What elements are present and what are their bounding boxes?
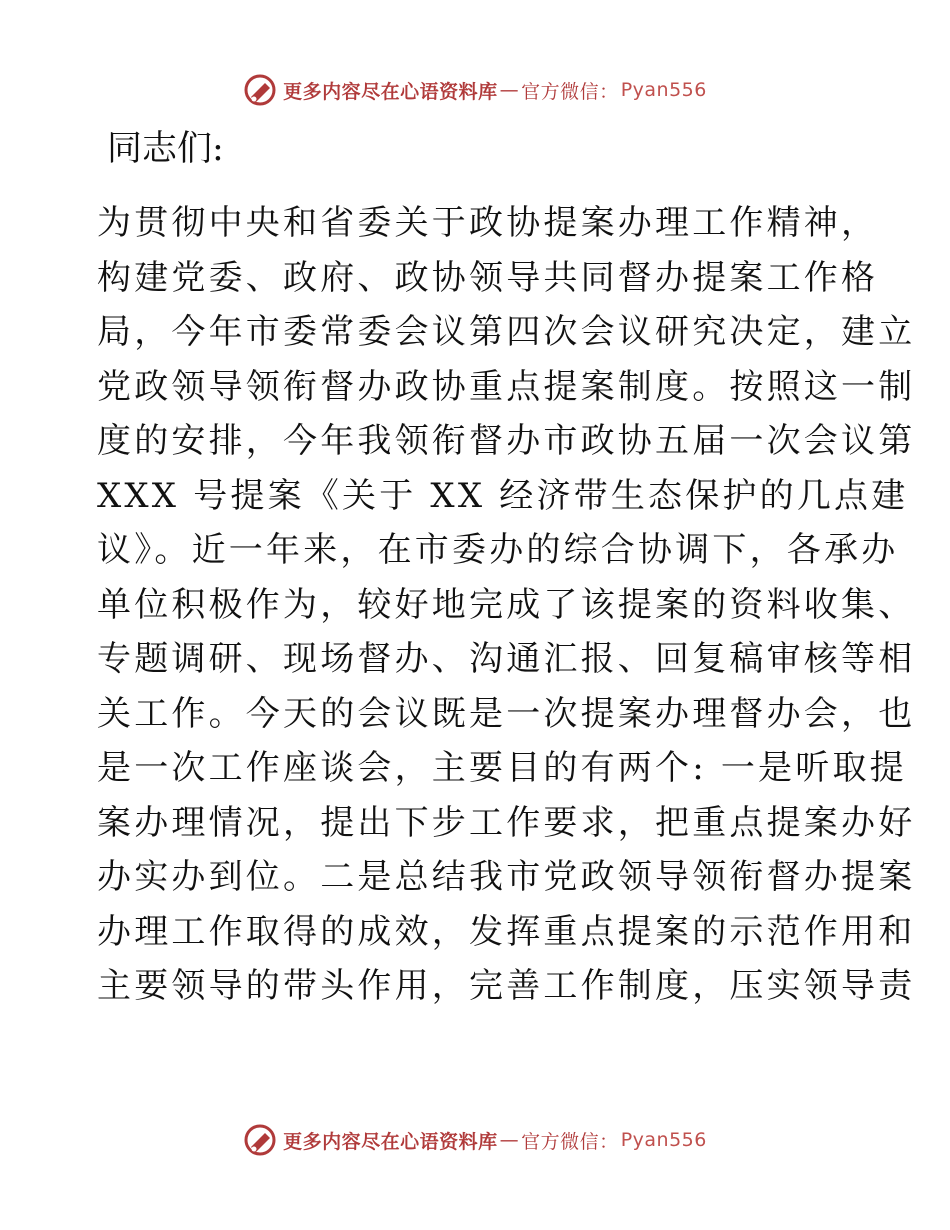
body-line: XXX 号提案《关于 XX 经济带生态保护的几点建 [97,475,909,516]
banner-wechat-id: Pyan556 [620,1129,707,1151]
speech-body [97,196,916,1014]
body-line: 办理工作取得的成效，发挥重点提案的示范作用和 [97,911,916,952]
banner-wechat-id: Pyan556 [620,79,707,101]
body-line: 是一次工作座谈会，主要目的有两个: 一是听取提 [97,748,907,788]
body-line: 度的安排，今年我领衔督办市政协五届一次会议第 [97,421,916,461]
banner-brand-text: 更多内容尽在心语资料库 [283,80,498,103]
greeting: 同志们: [107,129,224,169]
footer-watermark-banner [0,1120,950,1160]
body-line: 主要领导的带头作用，完善工作制度，压实领导责 [97,966,916,1006]
body-line: 办实办到位。二是总结我市党政领导领衔督办提案 [97,857,916,897]
header-watermark-banner [0,70,950,110]
body-line: 单位积极作为，较好地完成了该提案的资料收集、 [97,584,916,625]
body-line: 议》。近一年来，在市委办的综合协调下，各承办 [97,530,899,570]
banner-dash: — [499,1129,520,1151]
body-line: 构建党委、政府、政协领导共同督办提案工作格 [97,257,879,298]
body-line: 党政领导领衔督办政协重点提案制度。按照这一制 [97,366,916,407]
body-line: 为贯彻中央和省委关于政协提案办理工作精神， [97,203,879,243]
banner-brand-text: 更多内容尽在心语资料库 [283,1130,498,1153]
pen-nib-logo-icon [243,1123,277,1157]
body-line: 案办理情况，提出下步工作要求，把重点提案办好 [97,802,916,843]
banner-official-label: 官方微信： [521,1130,619,1153]
pen-nib-logo-icon [243,73,277,107]
banner-dash: — [499,79,520,101]
body-line: 关工作。今天的会议既是一次提案办理督办会，也 [97,693,916,734]
body-line: 专题调研、现场督办、沟通汇报、回复稿审核等相 [97,639,916,679]
banner-official-label: 官方微信： [521,80,619,103]
body-line: 局，今年市委常委会议第四次会议研究决定，建立 [97,312,916,352]
